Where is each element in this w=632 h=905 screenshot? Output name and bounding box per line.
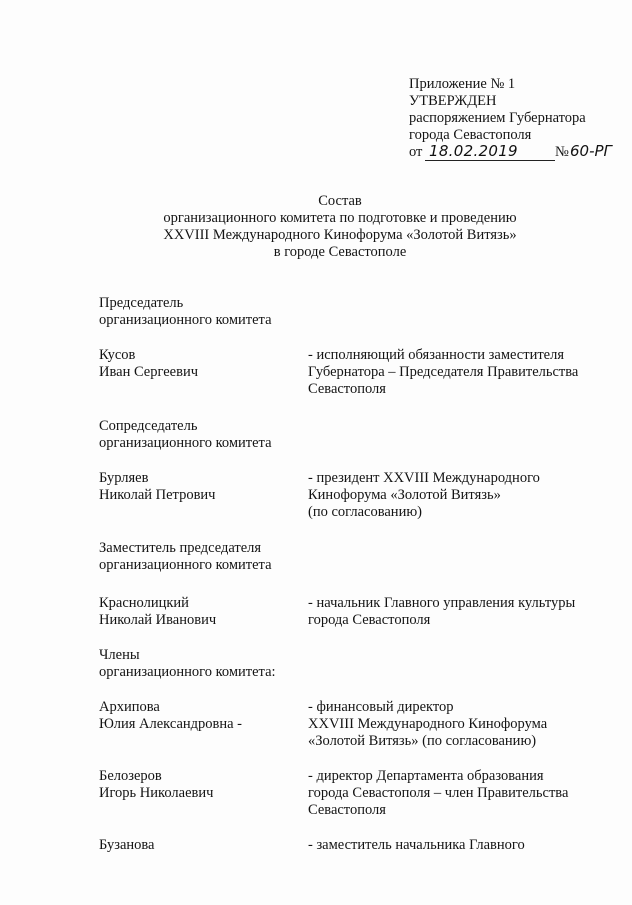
- member-buzanova-duty: [308, 837, 618, 854]
- chair-name: [99, 347, 299, 381]
- duty-line: (по согласованию): [308, 504, 422, 520]
- handwritten-number: 60-РГ: [570, 142, 612, 160]
- given-names: Игорь Николаевич: [99, 785, 214, 801]
- surname: Краснолицкий: [99, 595, 189, 611]
- given-names: Юлия Александровна -: [99, 716, 243, 732]
- member-buzanova-name: [99, 837, 299, 854]
- duty-line: города Севастополя – член Правительства: [308, 785, 569, 801]
- duty-line: - директор Департамента образования: [308, 768, 544, 784]
- title-line-2: организационного комитета по подготовке и проведению: [163, 210, 517, 226]
- surname: Бурляев: [99, 470, 149, 486]
- chair-duty: [308, 347, 618, 398]
- duty-line: - заместитель начальника Главного: [308, 837, 525, 853]
- surname: Белозеров: [99, 768, 162, 784]
- handwritten-date: 18.02.2019: [429, 142, 518, 160]
- surname: Кусов: [99, 347, 136, 363]
- appendix-label: Приложение № 1: [409, 76, 516, 92]
- order-line-1: распоряжением Губернатора: [409, 110, 586, 126]
- role-line: Заместитель председателя: [99, 540, 262, 556]
- duty-line: - финансовый директор: [308, 699, 454, 715]
- given-names: Николай Петрович: [99, 487, 216, 503]
- duty-line: «Золотой Витязь» (по согласованию): [308, 733, 537, 749]
- from-label: от: [409, 144, 423, 160]
- date-line: [409, 144, 624, 163]
- order-line-2: города Севастополя: [409, 127, 532, 143]
- duty-line: XXVIII Международного Кинофорума: [308, 716, 548, 732]
- date-underline: [425, 160, 555, 161]
- role-line: Члены: [99, 647, 140, 663]
- deputy-name: [99, 595, 299, 629]
- duty-line: Севастополя: [308, 381, 386, 397]
- role-line: Сопредседатель: [99, 418, 198, 434]
- title-line-3: XXVIII Международного Кинофорума «Золотой Витязь»: [163, 227, 517, 243]
- title-line-1: Состав: [318, 193, 362, 209]
- duty-line: города Севастополя: [308, 612, 431, 628]
- approved-label: УТВЕРЖДЕН: [409, 93, 497, 109]
- duty-line: - президент XXVIII Международного: [308, 470, 540, 486]
- deputy-role: [99, 540, 349, 574]
- role-line: организационного комитета:: [99, 664, 276, 680]
- role-line: организационного комитета: [99, 312, 272, 328]
- duty-line: - исполняющий обязанности заместителя: [308, 347, 565, 363]
- duty-line: Севастополя: [308, 802, 386, 818]
- duty-line: Губернатора – Председателя Правительства: [308, 364, 579, 380]
- document-title: [60, 193, 620, 261]
- role-line: организационного комитета: [99, 435, 272, 451]
- number-label: №: [555, 144, 569, 160]
- member-belozerov-duty: [308, 768, 618, 819]
- given-names: Иван Сергеевич: [99, 364, 199, 380]
- duty-line: - начальник Главного управления культуры: [308, 595, 576, 611]
- members-role: [99, 647, 349, 681]
- surname: Бузанова: [99, 837, 155, 853]
- deputy-duty: [308, 595, 618, 629]
- cochair-name: [99, 470, 299, 504]
- cochair-duty: [308, 470, 618, 521]
- role-line: организационного комитета: [99, 557, 272, 573]
- member-belozerov-name: [99, 768, 299, 802]
- chair-role: [99, 295, 349, 329]
- member-arkhipova-name: [99, 699, 299, 733]
- duty-line: Кинофорума «Золотой Витязь»: [308, 487, 501, 503]
- role-line: Председатель: [99, 295, 184, 311]
- given-names: Николай Иванович: [99, 612, 217, 628]
- title-line-4: в городе Севастополе: [273, 244, 407, 260]
- cochair-role: [99, 418, 349, 452]
- approval-block: [409, 76, 624, 163]
- surname: Архипова: [99, 699, 160, 715]
- member-arkhipova-duty: [308, 699, 618, 750]
